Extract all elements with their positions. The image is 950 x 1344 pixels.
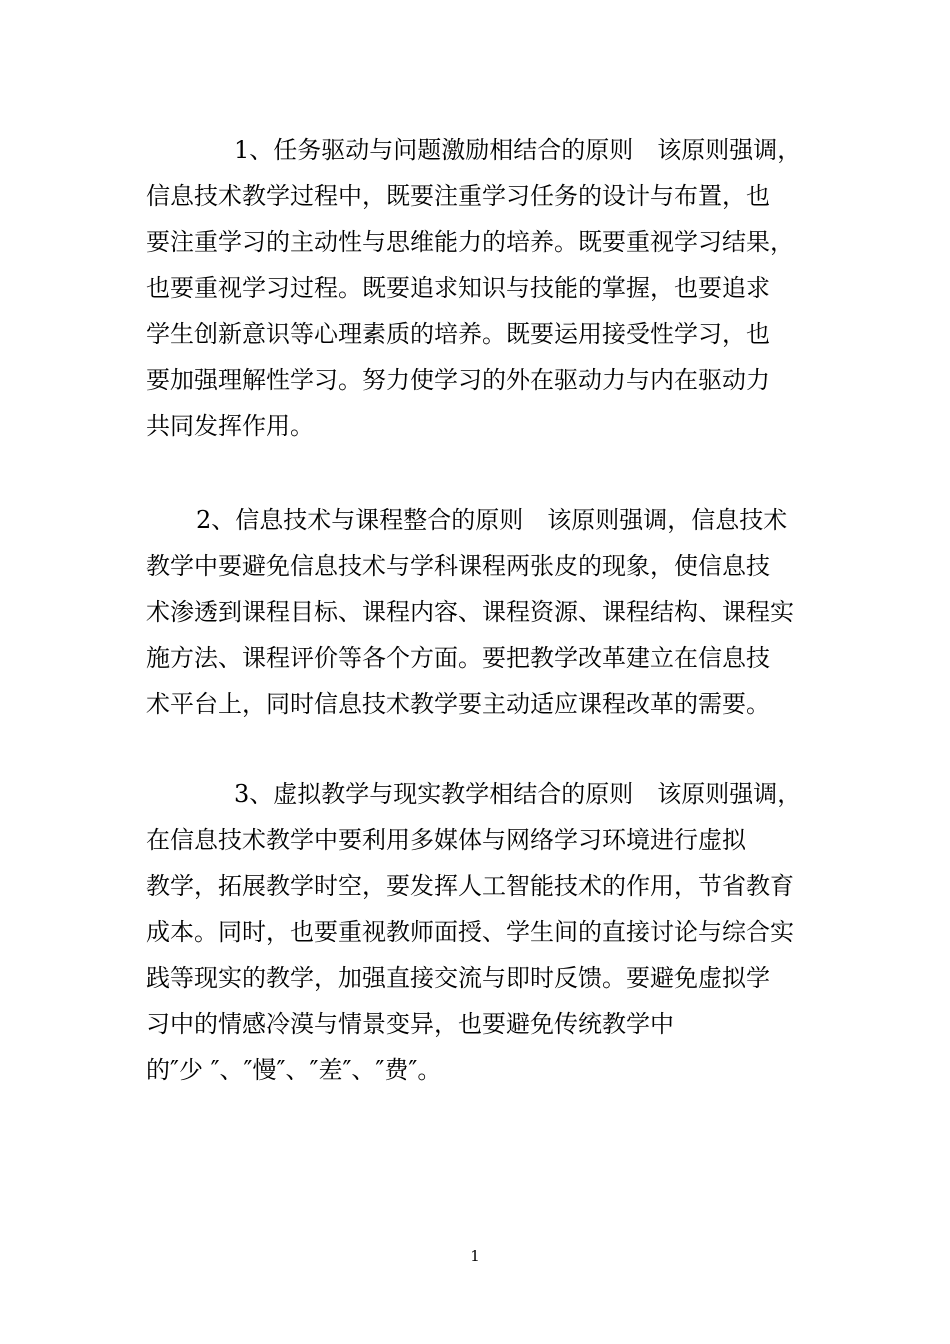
paragraph-line: 在信息技术教学中要利用多媒体与网络学习环境进行虚拟 <box>146 826 746 854</box>
page-number: 1 <box>470 1247 480 1265</box>
paragraph-line: 施方法、课程评价等各个方面。要把教学改革建立在信息技 <box>146 644 770 672</box>
paragraph-line: 3、虚拟教学与现实教学相结合的原则 该原则强调， <box>234 780 802 808</box>
paragraph-line: 教学中要避免信息技术与学科课程两张皮的现象，使信息技 <box>146 552 770 580</box>
paragraph-line: 践等现实的教学，加强直接交流与即时反馈。要避免虚拟学 <box>146 964 770 992</box>
paragraph-line: 习中的情感冷漠与情景变异，也要避免传统教学中 <box>146 1010 674 1038</box>
paragraph-line: 也要重视学习过程。既要追求知识与技能的掌握，也要追求 <box>146 274 770 302</box>
paragraph-virtual-real-teaching-principle <box>146 771 836 1093</box>
paragraph-line: 学生创新意识等心理素质的培养。既要运用接受性学习，也 <box>146 320 770 348</box>
paragraph-line: 术平台上，同时信息技术教学要主动适应课程改革的需要。 <box>146 690 770 718</box>
paragraph-line: 要加强理解性学习。努力使学习的外在驱动力与内在驱动力 <box>146 366 770 394</box>
paragraph-line: 术渗透到课程目标、课程内容、课程资源、课程结构、课程实 <box>146 598 794 626</box>
paragraph-line: 的″少 ″、″慢″、″差″、″费″。 <box>146 1056 442 1084</box>
paragraph-curriculum-integration-principle <box>146 497 836 727</box>
paragraph-line: 成本。同时，也要重视教师面授、学生间的直接讨论与综合实 <box>146 918 794 946</box>
paragraph-line: 信息技术教学过程中，既要注重学习任务的设计与布置，也 <box>146 182 770 210</box>
paragraph-line: 要注重学习的主动性与思维能力的培养。既要重视学习结果， <box>146 228 794 256</box>
paragraph-line: 2、信息技术与课程整合的原则 该原则强调，信息技术 <box>196 506 788 534</box>
paragraph-line: 1、任务驱动与问题激励相结合的原则 该原则强调， <box>234 136 802 164</box>
paragraph-line: 教学，拓展教学时空，要发挥人工智能技术的作用，节省教育 <box>146 872 794 900</box>
paragraph-line: 共同发挥作用。 <box>146 412 314 440</box>
paragraph-task-driven-principle <box>146 127 836 449</box>
